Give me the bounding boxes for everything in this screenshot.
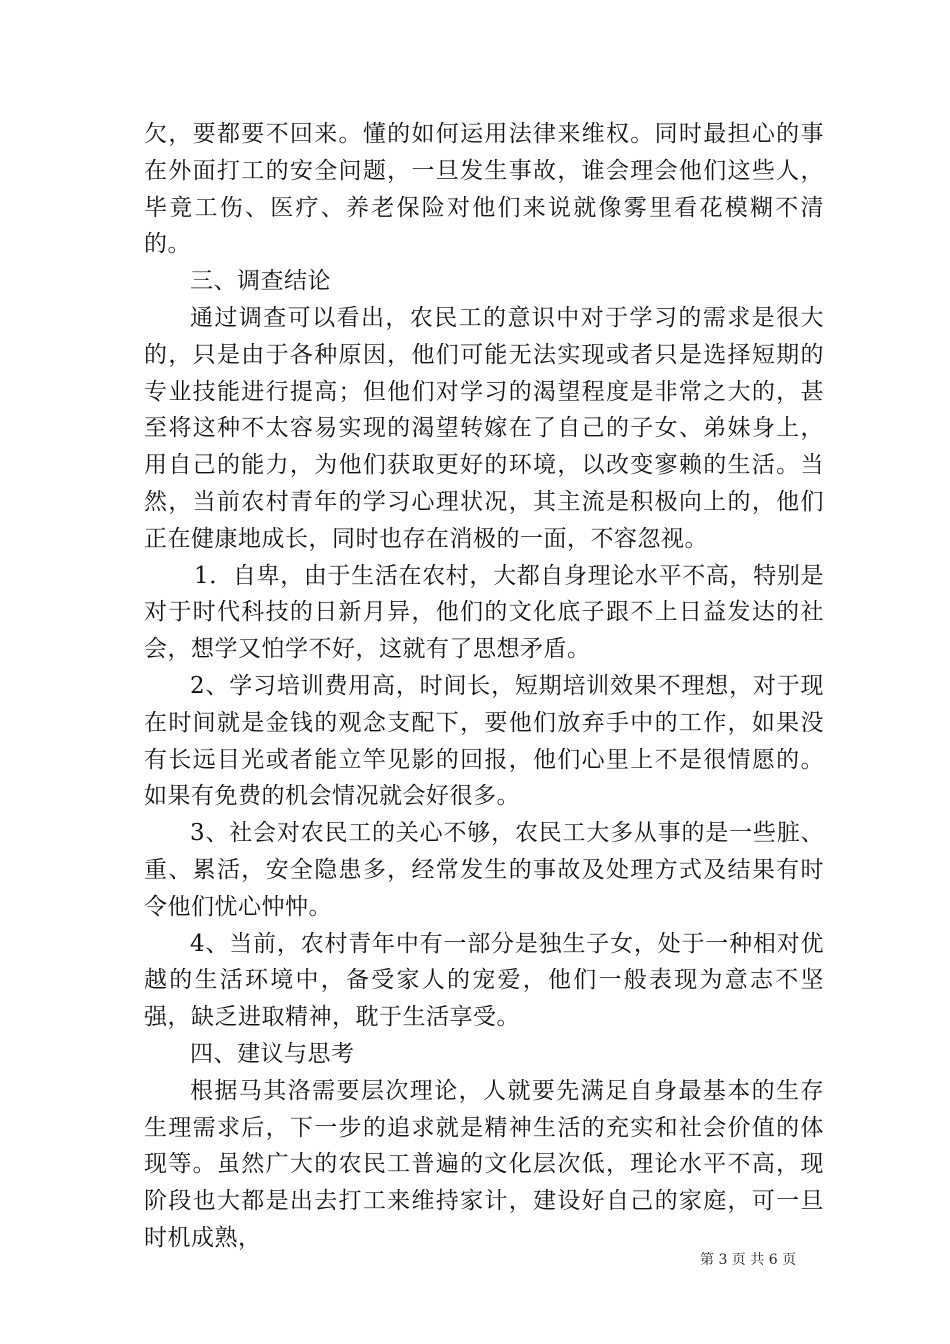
paragraph-continuation: 欠，要都要不回来。懂的如何运用法律来维权。同时最担心的事在外面打工的安全问题，一旦发生事故，谁会理会他们这些人，毕竟工伤、医疗、养老保险对他们来说就像雾里看花模糊不清的。	[144, 121, 824, 258]
paragraph-conclusion: 通过调查可以看出，农民工的意识中对于学习的需求是很大的，只是由于各种原因，他们可能无法实现或者只是选择短期的专业技能进行提高；但他们对学习的渴望程度是非常之大的，甚至将这种不太容易实现的渴望转嫁在了自己的子女、弟妹身上，用自己的能力，为他们获取更好的环境，以改变寥赖的生活。当然，当前农村青年的学习心理状况，其主流是积极向上的，他们正在健康地成长，同时也存在消极的一面，不容忽视。	[144, 304, 824, 552]
document-body	[144, 116, 824, 1257]
list-item-1: 1．自卑，由于生活在农村，大都自身理论水平不高，特别是对于时代科技的日新月异，他们的文化底子跟不上日益发达的社会，想学又怕学不好，这就有了思想矛盾。	[144, 562, 824, 663]
section-heading-suggestions: 四、建议与思考	[190, 1040, 355, 1067]
list-item-2: 2、学习培训费用高，时间长，短期培训效果不理想，对于现在时间就是金钱的观念支配下，要他们放弃手中的工作，如果没有长远目光或者能立竿见影的回报，他们心里上不是很情愿的。如果有免费的机会情况就会好很多。	[144, 672, 824, 810]
page-number-footer: 第 3 页 共 6 页	[700, 1252, 797, 1268]
list-item-3: 3、社会对农民工的关心不够，农民工大多从事的是一些脏、重、累活，安全隐患多，经常发生的事故及处理方式及结果有时令他们忧心忡忡。	[144, 820, 824, 920]
list-item-4: 4、当前，农村青年中有一部分是独生子女，处于一种相对优越的生活环境中，备受家人的宠爱，他们一般表现为意志不坚强，缺乏进取精神，耽于生活享受。	[144, 930, 824, 1031]
section-heading-conclusion: 三、调查结论	[190, 268, 331, 295]
paragraph-suggestions: 根据马其洛需要层次理论，人就要先满足自身最基本的生存生理需求后，下一步的追求就是精神生活的充实和社会价值的体现等。虽然广大的农民工普遍的文化层次低，理论水平不高，现阶段也大都是出去打工来维持家计，建设好自己的家庭，可一旦时机成熟，	[144, 1077, 824, 1251]
